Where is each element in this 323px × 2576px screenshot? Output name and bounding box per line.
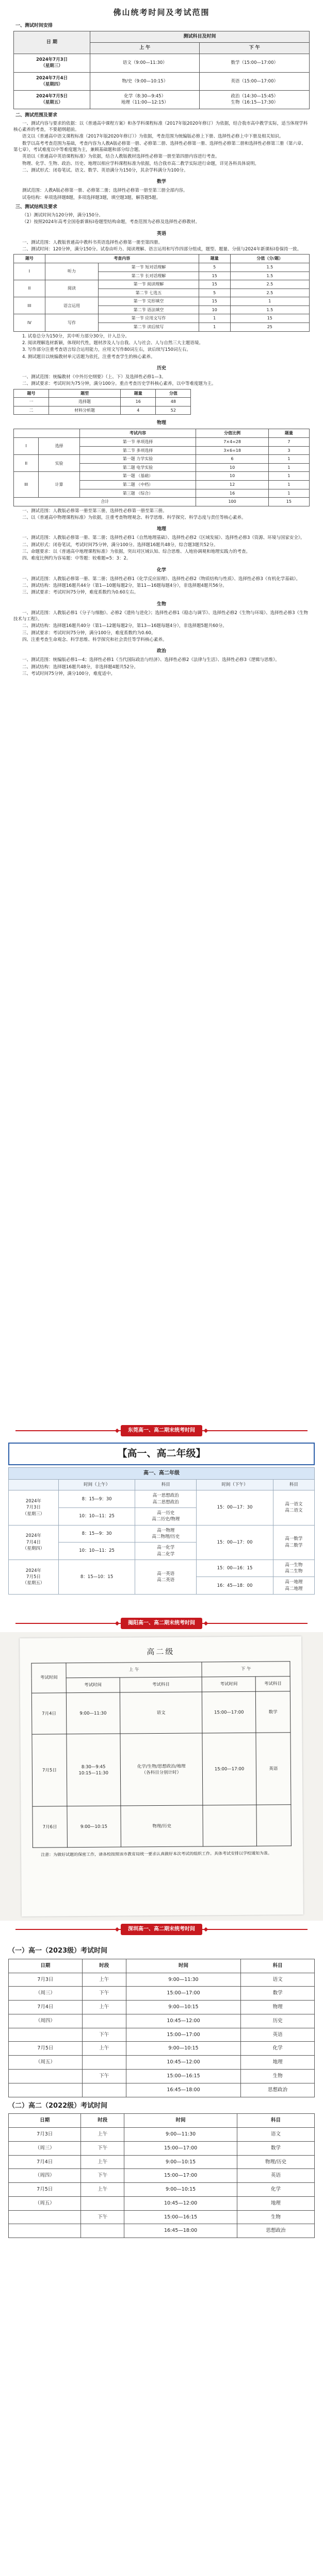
page-title: 佛山统考时间及考试范围 [113,8,210,17]
table-row: 7月3日 上午 9:00—11:30 语文 [9,2128,315,2142]
table-row: （周三） 下午 15:00—17:00 数学 [9,2141,315,2155]
table-row: 第二题 （中档） 12 1 [14,480,310,489]
table-row: 7月5日 8:30—9:45 10:15—11:30 化学/生物/思想政治/地理 （各科目分别计时） 15:00—17:00 英语 [32,1733,291,1806]
table-row: 2024年7月3日 （星期三） 语文（9:00—11:30） 数学（15:00—17:00） [14,54,310,72]
table-row: 二 材料分析题 4 52 [14,406,191,415]
table-header: 上 午 [90,42,200,54]
subject-heading: 政治 [156,649,166,654]
physics-table: 考试内容 分值比例 题量 I 选择 第一节 单项选择 7×4=28 7 第二节 多项选择 3×6=18 3 II 实验 第一题 力学实验 6 1 第二题 电学实验 10 1 III 计算 第一题 （基础） 10 1 第二题 （中档） 12 1 第三题 （综合） 16 1 合计 100 15 [13,429,310,506]
table-header: 下 午 [200,42,310,54]
table-row: I 选择 第一节 单项选择 7×4=28 7 [14,438,310,447]
table-row: 7月4日 9:00—11:30 语文 15:00—17:00 数学 [31,1691,290,1734]
subject-heading: 地理 [156,527,166,532]
table-row: 2024年7月4日 （星期四） 物/史（9:00—10:15） 英语（15:00—17:00） [14,72,310,91]
subject-heading: 化学 [156,567,166,573]
shenzhen-section [0,1938,323,2242]
banner-label: 揭阳高一、高二期末统考时间 [121,1618,202,1630]
document-photo [20,1636,303,1917]
table-row: 7月4日 上午 9:00—10:15 物理 [9,2001,315,2014]
paragraph-group: 一、测试内容与要求的依据：以《普通高中课程方案》和各学科课程标准（2017年版2020年修订）为依据，结合我市高中教学实际，适当体现学科核心素养的考查，不要超纲超前。 语文以《普通高中语文课程标准（2017年版2020年修订）》为依据，考查范围为统编版必修上下册、选择性必修上中下册及相关知识。 数学以高考考查范围为基础，考查内容为人教A版必修第一册、必修第二册、选择性必修第一册、选择性必修第二册和选择性必修第三册（第六章、第七章），考试难度以中等难度题为主，兼顾基础题和部分综合题。 英语以《普通高中英语课程标准》为依据，结合人教版教材选择性必修第一册至第四册内容进行考查。 物理、化学、生物、政治、历史、地理以相应学科课程标准为依据，结合我市高二教学实际进行命题，详见各科具体说明。 二、测试形式：闭卷笔试。语文、数学、英语满分为150分，其余学科满分为100分。 [13,121,308,173]
table-row: 16:45—18:00 思想政治 [9,2083,315,2097]
table-row: 下午 15:00—16:15 生物 [9,2210,315,2224]
table-row: III 语言运用 第一节 完形填空 15 1 [14,297,310,306]
grade11-table: 日期 时段 时间 科目 7月3日 上午 9:00—11:30 语文 （周三） 下午 15:00—17:00 数学 7月4日 上午 9:00—10:15 物理/历史 （周四） 下午 15:00—17:00 英语 7月5日 上午 9:00—10:15 化学 （周五） 10:45—12:00 地理 下午 15:00—16:15 生物 16:45—18:00 思想政治 [8,2113,315,2238]
jieyang-section [0,1632,323,1921]
section-banner [0,1422,323,1439]
section-heading: 一、测试时间安排 [15,23,53,28]
table-row: 10：10—11：25 高一化学 高二化学 [9,1543,315,1560]
table-row: IV 写作 第一节 应用文写作 1 15 [14,314,310,323]
table-row: （周五） 10:45—12:00 地理 [9,2196,315,2210]
section-banner [0,1921,323,1938]
table-row: （周三） 下午 15:00—17:00 数学 [9,1987,315,2001]
subject-heading: 生物 [156,601,166,607]
english-table: 题号 考查内容 题量 分值（分/题） I 听力 第一节 短对话理解 5 1.5 第二节 长对话理解 15 1.5 II 阅读 第一节 阅读理解 15 2.5 第二节 七选五 5 2.5 III 语言运用 第一节 完形填空 15 1 第二节 语法填空 10 1.5 IV 写作 第一节 应用文写作 1 15 第二节 读后续写 1 25 [13,254,310,331]
schedule-table [13,31,310,109]
table-row: 第二节 七选五 5 2.5 [14,289,310,297]
table-row: （周五） 10:45—12:00 地理 [9,2056,315,2070]
table-row: 第二节 语法填空 10 1.5 [14,306,310,314]
foshan-notice: 佛山统考时间及考试范围 一、测试时间安排 日 期 测试科目及时间 上 午 下 午 2024年7月3日 （星期三） 语文（9:00—11:30） 数学（15:00—17:00） 2024年7月4日 （星期四） 物/史（9:00—10:15） 英语（15:00—17:00） 2024年7月5日 （星期五） 化学（8:30—9:45） 地理（11:00—12:15） 政治（14:30—15:45） 生物（16:15—17:30） 二、测试范围及要求 一、测试内容与要求的依据：以《普通高中课程方案》和各学科课程标准（2017年版2020年修订）为依据，结合我市高中教学实际，适当体现学科核心素养的考查，不要超纲超前。 语文以《普通高中语文课程标准（2017年版2020年修订）》为依据，考查范围为统编版必修上下册、选择性必修上中下册及相关知识。 数学以高考考查范围为基础，考查内容为人教A版必修第一册、必修第二册、选择性必修第一册、选择性必修第二册和选择性必修第三册（第六章、第七章），考试难度以中等难度题为主，兼顾基础题和部分综合题。 英语以《普通高中英语课程标准》为依据，结合人教版教材选择性必修第一册至第四册内容进行考查。 物理、化学、生物、政治、历史、地理以相应学科课程标准为依据，结合我市高二教学实际进行命题，详见各科具体说明。 二、测试形式：闭卷笔试。语文、数学、英语满分为150分，其余学科满分为100分。 数学 测试范围：人教A版必修第一册、必修第二册；选择性必修第一册至第三册全部内容。 试卷结构：单项选择题8题，多项选择题3题，填空题3题，解答题5题。 三、测试结构及要求 （1）测试时间为120分钟，满分150分。 （2）按照2024年高考全国卷新课标Ⅰ卷题型结构命题，考查范围为必修及选择性必修教材。 英语 一、测试范围：人教版普通高中教科书英语选择性必修第一册至第四册。 二、测试时间：120分钟，满分150分。试卷由听力、阅读理解、语言运用和写作四部分组成，题型、题量、分值与2024年新课标Ⅰ卷保持一致。 题号 考查内容 题量 分值（分/题） I 听力 第一节 短对话理解 5 1.5 第二节 长对话理解 15 1.5 II 阅读 第一节 阅读理解 15 2.5 第二节 七选五 5 2.5 III 语言运用 第一节 完形填空 15 1 第二节 语法填空 10 1.5 IV 写作 第一节 应用文写作 1 15 第二节 读后续写 1 25 1. 试卷总分为150分，其中听力部分30分，计入总分。 2. 阅读理解选材新颖，体现时代性，题材涉及人与自我、人与社会、人与自然三大主题语境。 3. 写作部分注重考查语言综合运用能力，应用文写作80词左右，读后续写150词左右。 4. 测试题目以统编教材单元话题为依托，注重考查学生的核心素养。 历史 一、测试范围：统编教材《中外历史纲要》（上、下）及选择性必修1—3。 二、测试要求：考试时间为75分钟，满分100分。重点考查历史学科核心素养，以中等难度题为主。 题号 题型 题量 分值 一 选择题 16 48 二 材料分析题 4 52 物理 考试内容 分值比例 题量 I 选择 第一节 单项选择 7×4=28 7 第二节 多项选择 3×6=18 3 II 实验 第一题 力学实验 6 1 第二题 电学实验 10 1 III 计算 第一题 （基础） 10 1 第二题 （中档） 12 1 第三题 （综合） 16 1 合计 100 15 一、测试范围：人教版必修第一册至第三册，选择性必修第一册至第三册。 二、以《普通高中物理课程标准》为依据，注重考查物理观念、科学思维、科学探究、科学态度与责任等核心素养。 地理 一、测试范围：人教版必修第一册、第二册；选择性必修1《自然地理基础》、选择性必修2《区域发展》、选择性必修3《资源、环境与国家安全》。 二、测试形式：闭卷笔试，考试时间75分钟，满分100分。选择题16题共48分，综合题3题共52分。 三、命题要求：以《普通高中地理课程标准》为依据，突出对区域认知、综合思维、人地协调观和地理实践力的考查。 四、难度比例约为容易题：中等题：较难题=5：3：2。 化学 一、测试范围：人教版必修第一册、第二册；选择性必修1《化学反应原理》、选择性必修2《物质结构与性质》、选择性必修3《有机化学基础》。 二、测试结构：选择题16题共44分（第1—10题每题2分，第11—16题每题4分），非选择题4题共56分。 三、测试要求：考试时间75分钟，难度系数约为0.60左右。 生物 一、测试范围：人教版必修1《分子与细胞》、必修2《遗传与进化》；选择性必修1《稳态与调节》、选择性必修2《生物与环境》、选择性必修3《生物技术与工程》。 二、测试结构：选择题16题共40分（第1—12题每题2分，第13—16题每题4分），非选择题5题共60分。 三、测试要求：考试时间75分钟，满分100分，难度系数约为0.60。 四、注重考查生命观念、科学思维、科学探究和社会责任等学科核心素养。 政治 一、测试范围：统编版必修1—4；选择性必修1《当代国际政治与经济》、选择性必修2《法律与生活》、选择性必修3《逻辑与思维》。 二、测试结构：选择题16题共48分，非选择题4题共52分。 三、考试时间75分钟，满分100分，难度适中。 [0,0,323,1422]
dongguan-section [0,1439,323,1615]
table-header: 日 期 [14,31,90,54]
table-row: 第三题 （综合） 16 1 [14,489,310,498]
table-row: 第二节 长对话理解 15 1.5 [14,272,310,280]
table-row: 合计 100 15 [14,498,310,506]
table-header: 测试科目及时间 [90,31,310,42]
table-row: 2024年 7月5日 （星期五） 8：15—10：15 高一英语 高二英语 15：00—16：15 高一生物 高二生物 [9,1560,315,1577]
grade10-table: 日期 时段 时间 科目 7月3日 上午 9:00—11:30 语文 （周三） 下午 15:00—17:00 数学 7月4日 上午 9:00—10:15 物理 （周四） 10:45—12:00 历史 下午 15:00—17:00 英语 7月5日 上午 9:00—10:15 化学 （周五） 10:45—12:00 地理 下午 15:00—16:15 生物 16:45—18:00 思想政治 [8,1959,315,2097]
banner-label: 东莞高一、高二期末统考时间 [121,1425,202,1437]
dongguan-table: 高一、高二年级 时间（上午） 科目 时间（下午） 科目 2024年 7月3日 （星期三） 8：15—9：30 高一思想政治 高二思想政治 15：00—17：30 高一语文 高二语文 10：10—11：25 高一历史 高二历史/物理 2024年 7月4日 （星期四） 8：15—9：30 高一物理 高二物理/历史 15：00—17：00 高一数学 高二数学 10：10—11：25 高一化学 高二化学 2024年 7月5日 （星期五） 8：15—10：15 高一英语 高二英语 15：00—16：15 高一生物 高二生物 16：45—18：00 高一地理 高二地理 [8,1467,315,1595]
table-row: 第二题 电学实验 10 1 [14,463,310,472]
photo-note: 注意：为做好试题的保密工作，请各校按照该市教育局统一要求认真做好本次考试的组织工作。具体考试安排以学校通知为准。 [41,1851,272,1858]
table-row: 下午 15:00—17:00 英语 [9,2028,315,2042]
section-heading: 二、测试范围及要求 [15,112,58,118]
table-row: 下午 15:00—16:15 生物 [9,2069,315,2083]
table-row: （周四） 下午 15:00—17:00 英语 [9,2169,315,2183]
banner-label: 深圳高一、高二期末统考时间 [121,1924,202,1936]
table-row: 10：10—11：25 高一历史 高二历史/物理 [9,1507,315,1525]
table-row: I 听力 第一节 短对话理解 5 1.5 [14,263,310,272]
table-row: 7月4日 上午 9:00—10:15 物理/历史 [9,2155,315,2169]
table-row: 2024年 7月3日 （星期三） 8：15—9：30 高一思想政治 高二思想政治 15：00—17：30 高一语文 高二语文 [9,1490,315,1508]
table-row: 第二节 多项选择 3×6=18 3 [14,446,310,455]
subject-heading: 英语 [156,231,166,236]
section-banner [0,1615,323,1632]
table-row: II 实验 第一题 力学实验 6 1 [14,455,310,464]
table-row: 16:45—18:00 思想政治 [9,2224,315,2238]
table-heading: （一）高一（2023级）考试时间 [8,1947,108,1955]
grade-title: 【高一、高二年级】 [8,1443,315,1465]
table-row: 16：45—18：00 高一地理 高二地理 [9,1577,315,1595]
table-row: III 计算 第一题 （基础） 10 1 [14,472,310,481]
subject-heading: 物理 [156,420,166,426]
subject-heading: 数学 [156,179,166,185]
jieyang-table: 考试时间 上 午 下 午 考试时间 考试科目 考试时间 考试科目 7月4日 9:00—11:30 语文 15:00—17:00 数学 7月5日 8:30—9:45 10:15—11:30 化学/生物/思想政治/地理 （各科目分别计时） 15:00—17:00 英语 7月6日 9:00—10:15 物理/历史 [31,1661,291,1848]
photo-title: 高二级 [147,1647,175,1657]
history-table: 题号 题型 题量 分值 一 选择题 16 48 二 材料分析题 4 52 [13,389,191,415]
section-heading: 三、测试结构及要求 [15,204,58,210]
table-row: 7月3日 上午 9:00—11:30 语文 [9,1973,315,1987]
subject-heading: 历史 [156,365,166,371]
table-row: 一 选择题 16 48 [14,398,191,406]
table-row: II 阅读 第一节 阅读理解 15 2.5 [14,280,310,289]
table-row: 7月5日 上午 9:00—10:15 化学 [9,2042,315,2056]
table-heading: （二）高二（2022级）考试时间 [8,2102,108,2110]
table-row: 2024年7月5日 （星期五） 化学（8:30—9:45） 地理（11:00—12:15） 政治（14:30—15:45） 生物（16:15—17:30） [14,91,310,109]
table-row: 2024年 7月4日 （星期四） 8：15—9：30 高一物理 高二物理/历史 15：00—17：00 高一数学 高二数学 [9,1525,315,1543]
table-row: 7月6日 9:00—10:15 物理/历史 [33,1805,292,1848]
table-row: 7月5日 上午 9:00—10:15 化学 [9,2183,315,2197]
table-row: （周四） 10:45—12:00 历史 [9,2014,315,2028]
table-row: 第二节 读后续写 1 25 [14,323,310,332]
